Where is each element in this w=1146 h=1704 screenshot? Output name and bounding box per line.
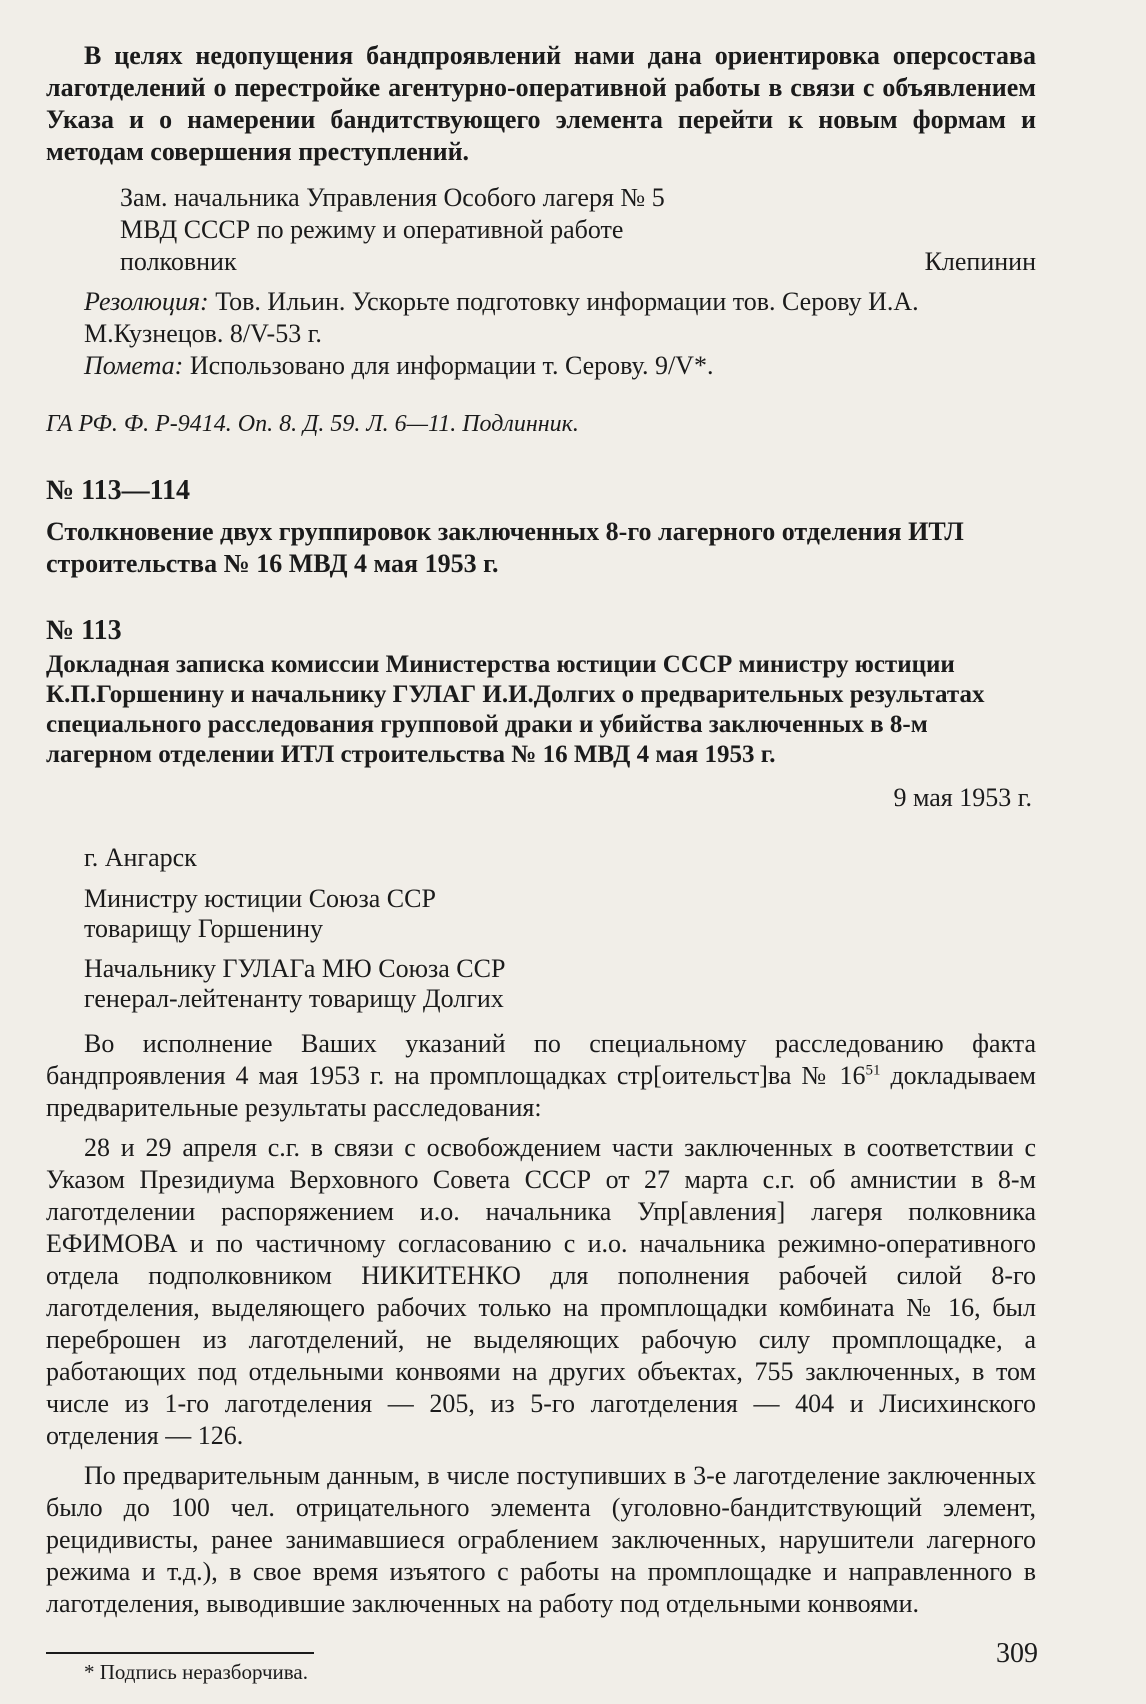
resolution-label: Резолюция:: [84, 287, 209, 316]
mark-text: Использовано для информации т. Серову. 9/V*.: [183, 351, 714, 380]
footnote-ref: 51: [865, 1062, 881, 1079]
addressee-spacer: [84, 944, 1036, 954]
footnote: * Подпись неразборчива.: [84, 1660, 308, 1684]
addressee-line: Министру юстиции Союза ССР: [84, 884, 436, 913]
para1-after: докладываем предварительные результаты расследования:: [46, 1061, 1036, 1122]
page-number: 309: [996, 1638, 1038, 1669]
document-number: № 113: [46, 615, 122, 646]
mark: [84, 350, 1036, 382]
body-paragraph-1: [46, 1028, 1036, 1124]
body-paragraph-3: По предварительным данным, в числе поступивших в 3-е лаготделение заключенных было до 100 чел. отрицательного элемента (уголовно-бандитствующий элемент, рецидивисты, ранее занимавшиеся ограблением заключенных, нарушители лагерного режима и т.д.), в свое время изъятого с работы на промплощадке и направленного в лаготделения, выводившие заключенных на работу под отдельными конвоями.: [46, 1461, 1036, 1618]
signature-block: [120, 182, 1036, 278]
signature-line-1: Зам. начальника Управления Особого лагеря № 5: [120, 183, 665, 212]
footnote-divider: [46, 1652, 314, 1654]
signature-line-2: МВД СССР по режиму и оперативной работе: [120, 215, 624, 244]
resolution: [84, 286, 1036, 350]
section-title: Столкновение двух группировок заключенных 8-го лагерного отделения ИТЛ строительства № 16 МВД 4 мая 1953 г.: [46, 517, 964, 578]
addressee-line: Начальнику ГУЛАГа МЮ Союза ССР: [84, 954, 506, 983]
addressee-line: генерал-лейтенанту товарищу Долгих: [84, 984, 504, 1013]
archive-source: ГА РФ. Ф. Р-9414. Оп. 8. Д. 59. Л. 6—11. Подлинник.: [46, 411, 579, 437]
addressees: [84, 884, 1036, 1014]
document-place: г. Ангарск: [84, 843, 197, 872]
signature-rank: полковник: [120, 247, 237, 276]
document-title: Докладная записка комиссии Министерства юстиции СССР министру юстиции К.П.Горшенину и начальнику ГУЛАГ И.И.Долгих о предварительных результатах специального расследования групповой драки и убийства заключенных в 8-м лагерном отделении ИТЛ строительства № 16 МВД 4 мая 1953 г.: [46, 651, 985, 768]
resolution-text: Тов. Ильин. Ускорьте подготовку информации тов. Серову И.А. М.Кузнецов. 8/V-53 г.: [84, 287, 919, 348]
section-number: № 113—114: [46, 475, 191, 506]
document-page: [46, 40, 1036, 1686]
signature-name: Клепинин: [924, 247, 1036, 276]
intro-paragraph: В целях недопущения бандпроявлений нами дана ориентировка оперсостава лаготделений о перестройке агентурно-оперативной работы в связи с объявлением Указа и о намерении бандитствующего элемента перейти к новым формам и методам совершения преступлений.: [46, 41, 1036, 166]
para1-before: Во исполнение Ваших указаний по специальному расследованию факта бандпроявления 4 мая 1953 г. на промплощадках стр[оительст]ва № 16: [46, 1029, 1036, 1090]
signature-rank-row: [120, 246, 1036, 278]
body-paragraph-2: 28 и 29 апреля с.г. в связи с освобождением части заключенных в соответствии с Указом Президиума Верховного Совета СССР от 27 марта с.г. об амнистии в 8-м лаготделении распоряжением и.о. начальника Упр[авления] лагеря полковника ЕФИМОВА и по частичному согласованию с и.о. начальника режимно-оперативного отдела подполковником НИКИТЕНКО для пополнения рабочей силой 8-го лаготделения, выделяющего рабочих только на промплощадки комбината № 16, был переброшен из лаготделений, не выделяющих рабочую силу промплощадке, а работающих под отдельными конвоями на других объектах, 755 заключенных, в том числе из 1-го лаготделения — 205, из 5-го лаготделения — 404 и Лисихинского отделения — 126.: [46, 1133, 1036, 1450]
addressee-line: товарищу Горшенину: [84, 914, 323, 943]
mark-label: Помета:: [84, 351, 184, 380]
document-date: 9 мая 1953 г.: [893, 783, 1032, 812]
